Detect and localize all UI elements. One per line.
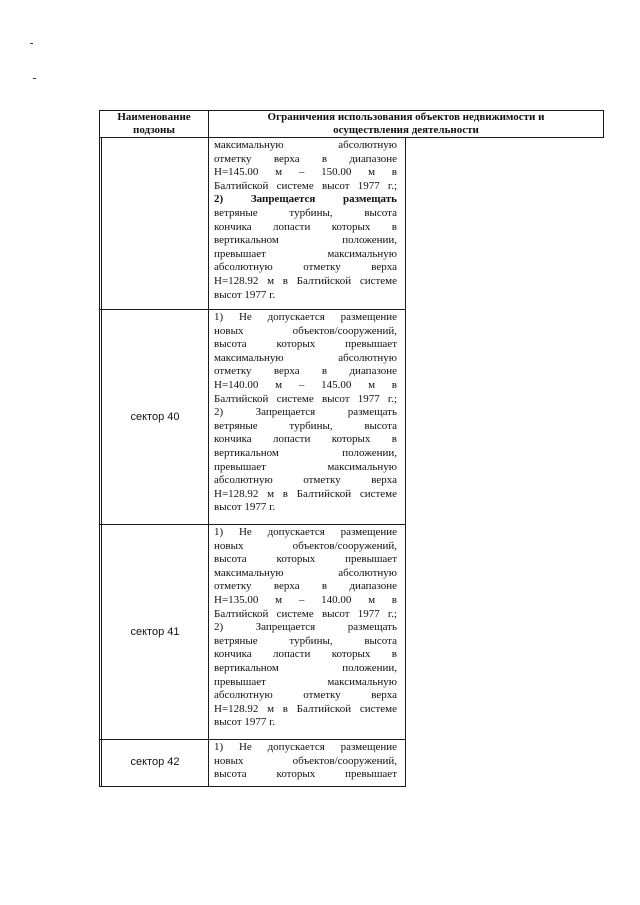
sector-label: сектор 42	[130, 756, 180, 768]
header-col-restrictions-line2: осуществления деятельности	[333, 124, 479, 136]
text-line: абсолютную отметку верха	[214, 474, 397, 487]
text-line: 2) Запрещается размещать	[214, 193, 397, 206]
text-line: Балтийской системе высот 1977 г.;	[214, 607, 397, 620]
text-line: абсолютную отметку верха	[214, 261, 397, 274]
text-line: Н=140.00 м – 145.00 м в	[214, 378, 397, 391]
text-line: новых объектов/сооружений,	[214, 754, 397, 767]
text-line: Балтийской системе высот 1977 г.;	[214, 392, 397, 405]
table-left-border	[99, 110, 100, 787]
restriction-text	[214, 311, 397, 515]
text-line: высота которых превышает	[214, 338, 397, 351]
text-line: Н=128.92 м в Балтийской системе	[214, 274, 397, 287]
text-line: высота которых превышает	[214, 553, 397, 566]
text-line: 2) Запрещается размещать	[214, 406, 397, 419]
text-line: 2) Запрещается размещать	[214, 621, 397, 634]
text-line: кончика лопасти которых в	[214, 433, 397, 446]
table-right-border	[603, 110, 604, 138]
header-col-name-line2: подзоны	[132, 124, 175, 136]
row-divider	[99, 524, 406, 525]
text-line: превышает максимальную	[214, 675, 397, 688]
row-divider	[99, 739, 406, 740]
content-right-border	[405, 137, 406, 787]
header-col-restrictions	[209, 111, 603, 137]
column-divider	[208, 110, 209, 787]
text-line: высот 1977 г.	[214, 501, 276, 514]
text-line: абсолютную отметку верха	[214, 689, 397, 702]
text-line: превышает максимальную	[214, 460, 397, 473]
text-line: отметку верха в диапазоне	[214, 365, 397, 378]
text-line: новых объектов/сооружений,	[214, 539, 397, 552]
sector-label: сектор 41	[130, 626, 180, 638]
text-line: вертикальном положении,	[214, 234, 397, 247]
text-line: ветряные турбины, высота	[214, 419, 397, 432]
scan-mark	[33, 78, 36, 79]
text-line: ветряные турбины, высота	[214, 634, 397, 647]
text-line: отметку верха в диапазоне	[214, 152, 397, 165]
restriction-text	[214, 139, 397, 302]
text-line: 1) Не допускается размещение	[214, 311, 397, 323]
text-line: вертикальном положении,	[214, 446, 397, 459]
text-line: отметку верха в диапазоне	[214, 580, 397, 593]
text-line: максимальную абсолютную	[214, 566, 397, 579]
restriction-text	[214, 741, 397, 782]
header-col-name-line1: Наименование	[117, 111, 191, 123]
text-line: новых объектов/сооружений,	[214, 324, 397, 337]
text-line: кончика лопасти которых в	[214, 220, 397, 233]
text-line: Балтийской системе высот 1977 г.;	[214, 179, 397, 192]
text-line: Н=145.00 м – 150.00 м в	[214, 166, 397, 179]
text-line: вертикальном положении,	[214, 661, 397, 674]
scan-mark	[30, 43, 33, 44]
text-line: 1) Не допускается размещение	[214, 526, 397, 538]
table-bottom-border	[99, 786, 406, 787]
text-line: максимальную абсолютную	[214, 139, 397, 151]
text-line: превышает максимальную	[214, 247, 397, 260]
restriction-text	[214, 526, 397, 730]
text-line: Н=128.92 м в Балтийской системе	[214, 487, 397, 500]
text-line: высот 1977 г.	[214, 288, 276, 301]
text-line: Н=135.00 м – 140.00 м в	[214, 593, 397, 606]
text-line: кончика лопасти которых в	[214, 648, 397, 661]
header-bottom-border	[99, 137, 603, 138]
subcolumn-border	[101, 137, 102, 787]
sector-label: сектор 40	[130, 411, 180, 423]
text-line: 1) Не допускается размещение	[214, 741, 397, 753]
row-divider	[99, 309, 406, 310]
text-line: высота которых превышает	[214, 768, 397, 781]
text-line: высот 1977 г.	[214, 716, 276, 729]
header-col-name	[100, 111, 208, 137]
text-line: ветряные турбины, высота	[214, 206, 397, 219]
text-line: Н=128.92 м в Балтийской системе	[214, 702, 397, 715]
header-col-restrictions-line1: Ограничения использования объектов недвижимости и	[267, 111, 545, 123]
text-line: максимальную абсолютную	[214, 351, 397, 364]
